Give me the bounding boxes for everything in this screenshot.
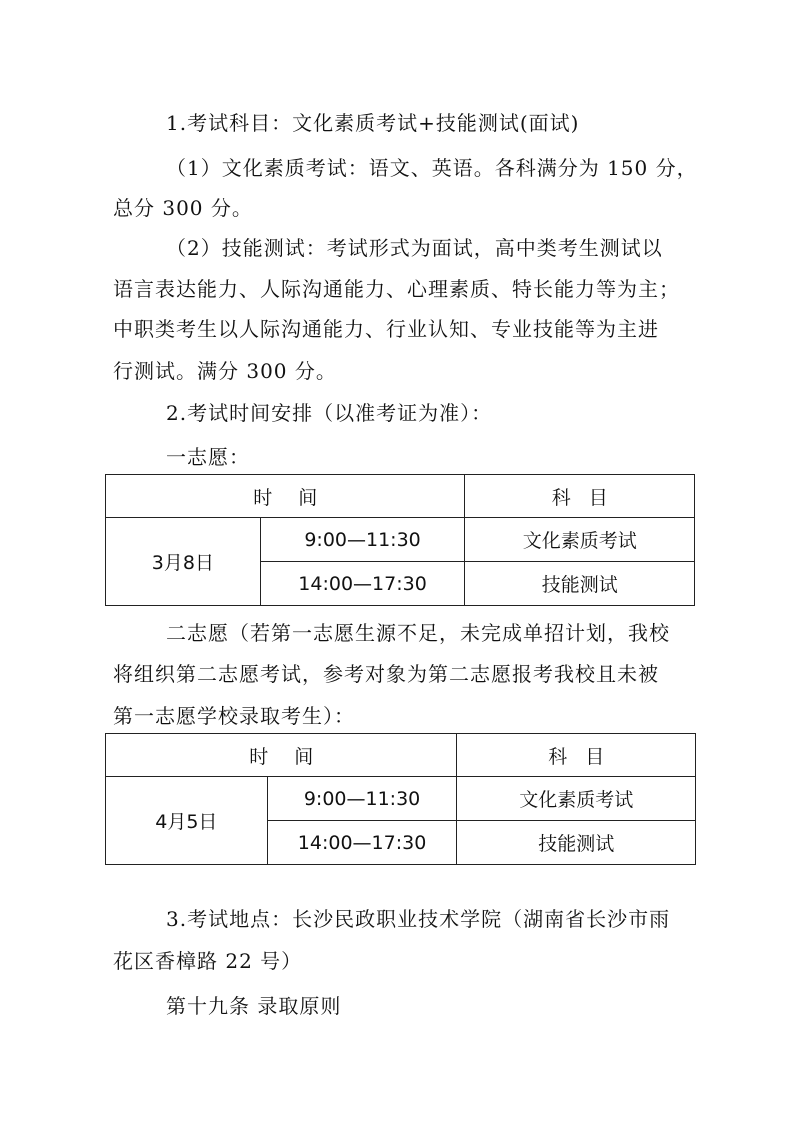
time-cell: 9:00—11:30 (267, 777, 457, 821)
exam-location-line-2: 花区香樟路 22 号） (113, 949, 303, 973)
exam-date-cell: 4月5日 (106, 777, 268, 865)
skill-test-line-4: 行测试。满分 300 分。 (113, 359, 337, 383)
schedule-heading: 2.考试时间安排（以准考证为准）： (166, 401, 493, 425)
article-19-heading: 第十九条 录取原则 (166, 994, 342, 1018)
second-choice-line-2: 将组织第二志愿考试，参考对象为第二志愿报考我校且未被 (113, 662, 659, 686)
subject-cell: 技能测试 (457, 821, 696, 865)
skill-test-line-3: 中职类考生以人际沟通能力、行业认知、专业技能等为主进 (113, 317, 659, 341)
second-choice-line-3: 第一志愿学校录取考生）： (113, 704, 355, 728)
table-header-row (106, 734, 696, 777)
skill-test-line-2: 语言表达能力、人际沟通能力、心理素质、特长能力等为主； (113, 277, 680, 301)
table-row (106, 777, 696, 821)
time-header: 时 间 (106, 475, 465, 518)
table-header-row (106, 475, 695, 518)
exam-location-line-1: 3.考试地点：长沙民政职业技术学院（湖南省长沙市雨 (166, 907, 671, 931)
subject-cell: 文化素质考试 (457, 777, 696, 821)
subject-cell: 技能测试 (465, 562, 695, 606)
exam-date-cell: 3月8日 (106, 518, 261, 606)
subject-header: 科 目 (457, 734, 696, 777)
culture-exam-line-1: （1）文化素质考试：语文、英语。各科满分为 150 分， (166, 156, 698, 180)
exam-subjects-heading: 1.考试科目：文化素质考试+技能测试(面试) (166, 111, 580, 135)
first-choice-schedule-table (105, 474, 695, 606)
first-choice-label: 一志愿： (166, 445, 250, 469)
second-choice-schedule-table (105, 733, 696, 865)
subject-cell: 文化素质考试 (465, 518, 695, 562)
time-cell: 14:00—17:30 (267, 821, 457, 865)
time-header: 时 间 (106, 734, 457, 777)
skill-test-line-1: （2）技能测试：考试形式为面试，高中类考生测试以 (166, 236, 663, 260)
second-choice-line-1: 二志愿（若第一志愿生源不足，未完成单招计划，我校 (166, 621, 670, 645)
table-row (106, 518, 695, 562)
subject-header: 科 目 (465, 475, 695, 518)
culture-exam-line-2: 总分 300 分。 (113, 196, 253, 220)
time-cell: 9:00—11:30 (260, 518, 465, 562)
time-cell: 14:00—17:30 (260, 562, 465, 606)
